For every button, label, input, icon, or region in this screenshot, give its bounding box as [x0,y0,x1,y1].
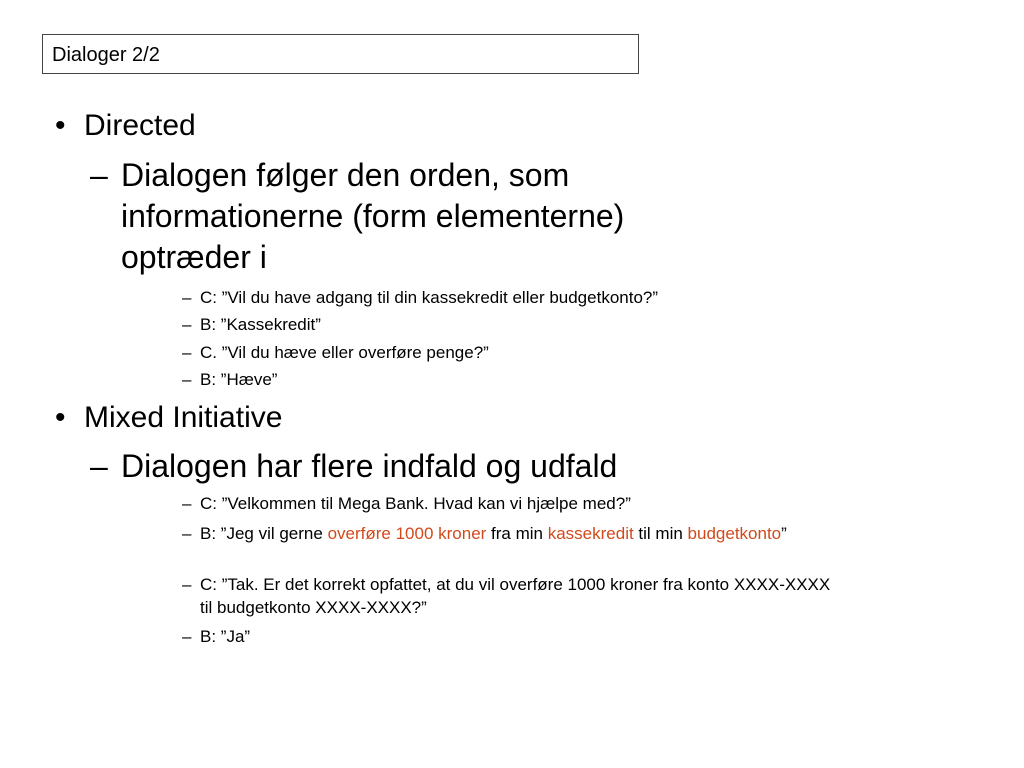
dash-mark: – [182,343,192,362]
example-text: B: ”Hæve” [200,370,278,389]
highlight-amount: overføre 1000 kroner [327,524,487,543]
example-line [182,625,832,648]
example-text: C: ”Tak. Er det korrekt opfattet, at du vil overføre 1000 kroner fra konto XXXX-XXXX til budgetkonto XXXX-XXXX?” [200,575,831,617]
dash-mark: – [182,370,192,389]
example-line [182,313,832,336]
bullet-directed [55,109,196,143]
example-line [182,341,832,364]
subpoint-mixed-initiative [90,446,750,487]
highlight-target-account: budgetkonto [687,524,782,543]
example-text-part: fra min [486,524,548,543]
dash-mark: – [90,448,108,484]
dash-mark: – [182,288,192,307]
bullet-label: Directed [84,109,196,142]
bullet-mixed-initiative [55,401,282,435]
bullet-mark: • [55,109,66,142]
example-text-part: B: ”Jeg vil gerne [200,524,328,543]
example-line [182,573,832,619]
example-text: C. ”Vil du hæve eller overføre penge?” [200,343,489,362]
bullet-label: Mixed Initiative [84,401,283,434]
highlight-source-account: kassekredit [547,524,634,543]
dash-mark: – [182,315,192,334]
dash-mark: – [90,157,108,193]
example-text-part: til min [633,524,688,543]
example-text [182,522,832,545]
dash-mark: – [182,494,192,513]
example-line [182,368,832,391]
dash-mark: – [182,575,192,594]
example-line-highlighted [182,522,832,545]
example-text-part: ” [781,524,787,543]
dash-mark: – [182,524,192,543]
bullet-mark: • [55,401,66,434]
dash-mark: – [182,627,192,646]
subpoint-directed [90,155,750,278]
example-text: C: ”Vil du have adgang til din kassekredit eller budgetkonto?” [200,288,659,307]
example-text: B: ”Kassekredit” [200,315,321,334]
subpoint-text: Dialogen har flere indfald og udfald [121,448,618,484]
example-line [182,492,832,515]
example-line [182,286,832,309]
example-text: B: ”Ja” [200,627,251,646]
subpoint-text: Dialogen følger den orden, som informationerne (form elementerne) optræder i [121,157,625,275]
slide-title: Dialoger 2/2 [52,44,160,66]
example-text: C: ”Velkommen til Mega Bank. Hvad kan vi hjælpe med?” [200,494,631,513]
